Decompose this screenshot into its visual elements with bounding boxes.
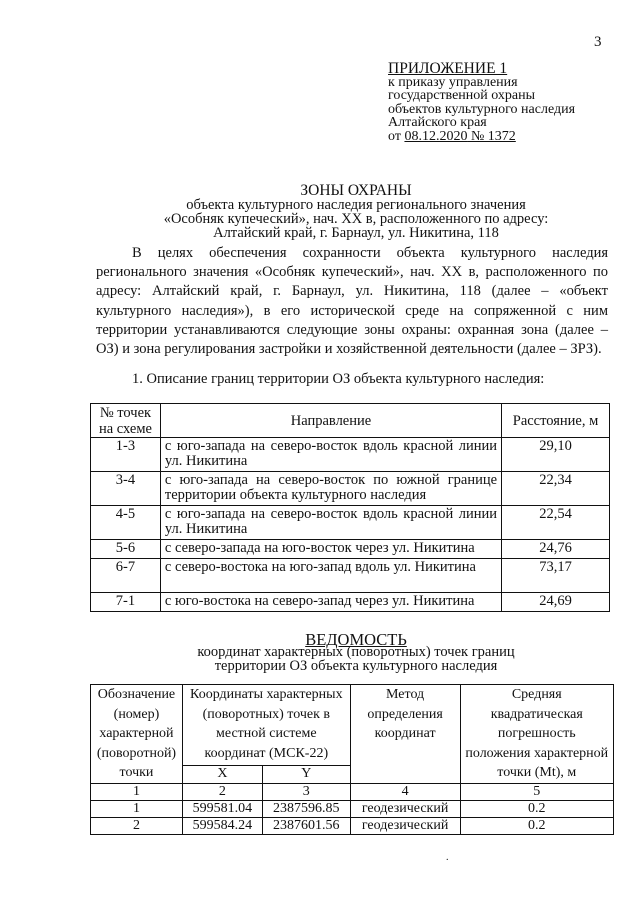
table-row (91, 506, 610, 540)
cell-points: 6-7 (91, 559, 161, 593)
intro-text: В целях обеспечения сохранности объекта культурного наследия регионального значения «Особняк купеческий», нач. XX в, расположенного по адресу: Алтайский край, г. Барнаул, ул. Никитина, 118 (далее – «объект культурного наследия»), в его исторической среде на сопряженной с ним территории устанавливаются следующие зоны охраны: охранная зона (далее – ОЗ) и зона регулирования застройки и хозяйственной деятельности (далее – ЗРЗ). (96, 245, 608, 358)
table-row (91, 593, 610, 612)
cell-distance: 22,54 (502, 506, 610, 540)
header-coordinates: Координаты характерных (поворотных) точек в местной системе координат (МСК-22) (182, 685, 350, 766)
cell-points: 4-5 (91, 506, 161, 540)
table-row (91, 559, 610, 593)
header-designation: Обозначение (номер) характерной (поворотной) точки (91, 685, 183, 784)
appendix-line: Алтайского края (388, 115, 487, 131)
zones-subtitle-line: Алтайский край, г. Барнаул, ул. Никитина, 118 (213, 225, 499, 241)
cell-direction: с северо-востока на юго-запад вдоль ул. Никитина (160, 559, 501, 593)
cell-y: 2387596.85 (262, 800, 350, 817)
header-method: Метод определения координат (350, 685, 460, 784)
cell-distance: 29,10 (502, 438, 610, 472)
zones-subtitle (96, 198, 616, 240)
zones-subtitle-line: «Особняк купеческий», нач. XX в, расположенного по адресу: (163, 211, 549, 227)
header-x: X (182, 766, 262, 783)
header-distance: Расстояние, м (502, 404, 610, 438)
cell-method: геодезический (350, 817, 460, 834)
header-y: Y (262, 766, 350, 783)
index-cell: 4 (350, 783, 460, 800)
cell-method: геодезический (350, 800, 460, 817)
table-row (91, 540, 610, 559)
cell-distance: 24,69 (502, 593, 610, 612)
index-cell: 2 (182, 783, 262, 800)
table-row (91, 817, 614, 834)
vedomost-subtitle-line: территории ОЗ объекта культурного наследия (214, 657, 498, 674)
date-prefix: от (388, 128, 405, 144)
cell-direction: с юго-запада на северо-восток по южной границе территории объекта культурного наследия (160, 472, 501, 506)
cell-distance: 73,17 (502, 559, 610, 593)
intro-paragraph (96, 244, 608, 359)
cell-point: 2 (91, 817, 183, 834)
section1-title: 1. Описание границ территории ОЗ объекта культурного наследия: (132, 371, 545, 387)
appendix-title: ПРИЛОЖЕНИЕ 1 (388, 60, 508, 77)
index-cell: 1 (91, 783, 183, 800)
order-date: 08.12.2020 (404, 128, 468, 144)
vedomost-subtitle (96, 646, 616, 673)
cell-points: 3-4 (91, 472, 161, 506)
vedomost-title: ВЕДОМОСТЬ (305, 630, 407, 649)
cell-y: 2387601.56 (262, 817, 350, 834)
cell-direction: с юго-запада на северо-восток вдоль красной линии ул. Никитина (160, 438, 501, 472)
footer-mark: . (446, 852, 449, 863)
page-number: 3 (594, 34, 602, 50)
order-number: № 1372 (467, 128, 516, 144)
index-cell: 5 (460, 783, 613, 800)
boundary-table (90, 403, 610, 612)
header-direction: Направление (160, 404, 501, 438)
zones-title: ЗОНЫ ОХРАНЫ (300, 182, 412, 199)
vedomost-subtitle-line: координат характерных (поворотных) точек границ (197, 644, 515, 660)
cell-distance: 22,34 (502, 472, 610, 506)
appendix-line: государственной охраны (388, 88, 536, 104)
coord-index-row (91, 783, 614, 800)
cell-direction: с юго-запада на северо-восток вдоль красной линии ул. Никитина (160, 506, 501, 540)
appendix-line: объектов культурного наследия (388, 101, 576, 117)
coordinates-table (90, 684, 614, 835)
appendix-block (388, 62, 618, 144)
header-points: № точек на схеме (91, 404, 161, 438)
zones-subtitle-line: объекта культурного наследия регионального значения (186, 197, 526, 213)
cell-direction: с юго-востока на северо-запад через ул. Никитина (160, 593, 501, 612)
table-header-row (91, 404, 610, 438)
cell-point: 1 (91, 800, 183, 817)
table-row (91, 472, 610, 506)
cell-direction: с северо-запада на юго-восток через ул. Никитина (160, 540, 501, 559)
cell-error: 0.2 (460, 800, 613, 817)
cell-x: 599581.04 (182, 800, 262, 817)
cell-distance: 24,76 (502, 540, 610, 559)
appendix-date-line (388, 130, 618, 144)
cell-points: 7-1 (91, 593, 161, 612)
cell-points: 5-6 (91, 540, 161, 559)
index-cell: 3 (262, 783, 350, 800)
cell-x: 599584.24 (182, 817, 262, 834)
cell-points: 1-3 (91, 438, 161, 472)
header-error: Средняя квадратическая погрешность положения характерной точки (Mt), м (460, 685, 613, 784)
cell-error: 0.2 (460, 817, 613, 834)
table-row (91, 800, 614, 817)
appendix-line: к приказу управления (388, 74, 518, 90)
table-row (91, 438, 610, 472)
coord-header-row (91, 685, 614, 766)
